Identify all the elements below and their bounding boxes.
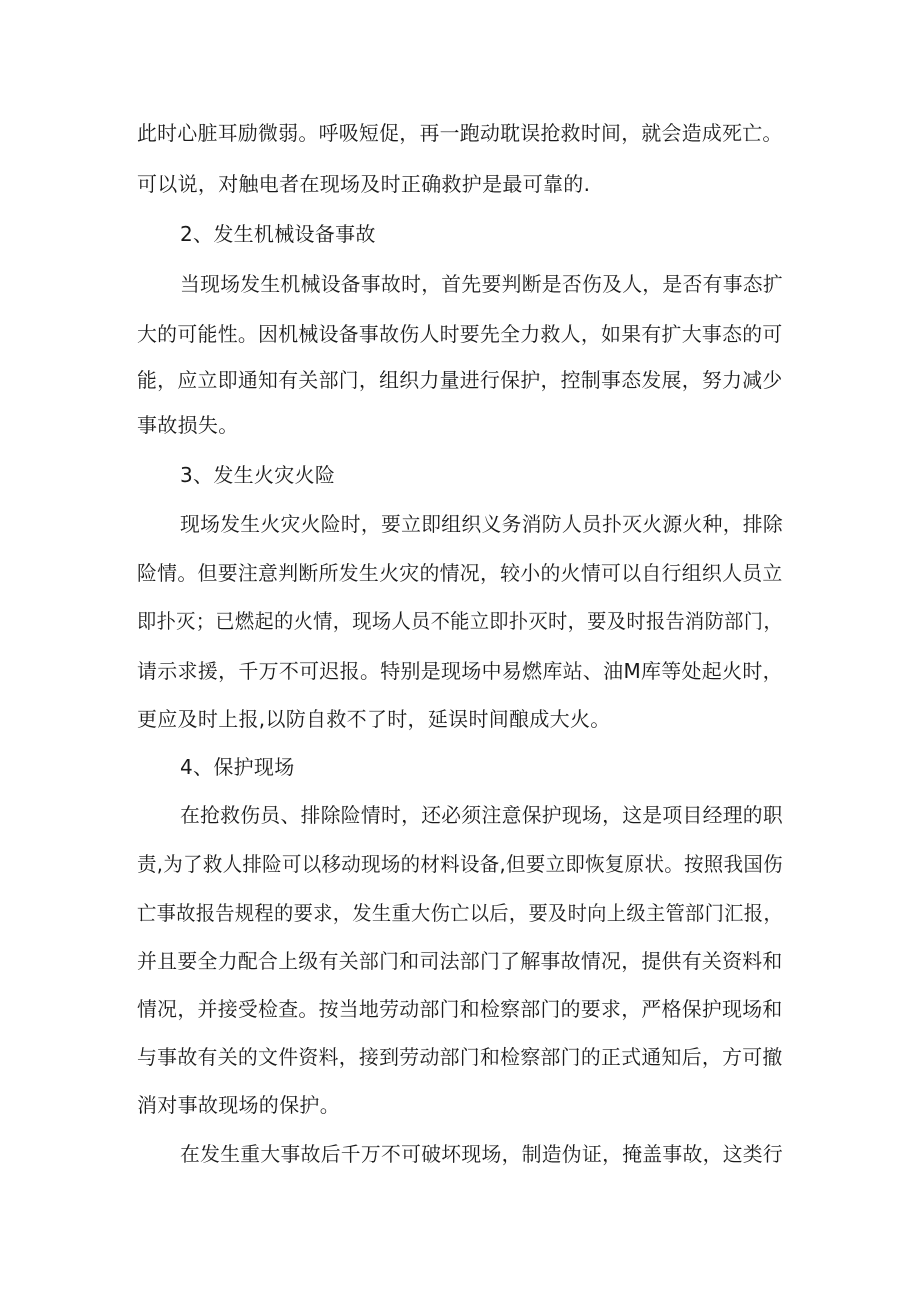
section-heading-2: 2、发生机械设备事故 xyxy=(180,222,376,246)
paragraph-line: 并且要全力配合上级有关部门和司法部门了解事故情况，提供有关资料和 xyxy=(137,949,783,973)
paragraph-line: 即扑灭；已燃起的火情，现场人员不能立即扑灭时，要及时报告消防部门， xyxy=(137,609,783,633)
paragraph-line: 在发生重大事故后千万不可破坏现场，制造伪证，掩盖事故，这类行 xyxy=(180,1142,783,1166)
paragraph-line: 现场发生火灾火险时，要立即组织义务消防人员扑灭火源火种，排除 xyxy=(180,512,783,536)
paragraph-line: 大的可能性。因机械设备事故伤人时要先全力救人，如果有扩大事态的可 xyxy=(137,322,783,346)
paragraph-line: 事故损失。 xyxy=(137,413,239,437)
paragraph-line: 在抢救伤员、排除险情时，还必须注意保护现场，这是项目经理的职 xyxy=(180,803,783,827)
paragraph-line: 可以说，对触电者在现场及时正确救护是最可靠的. xyxy=(137,172,591,196)
paragraph-line: 请示求援，千万不可迟报。特别是现场中易燃库站、油M库等处起火时， xyxy=(137,659,783,683)
paragraph-line: 责,为了救人排险可以移动现场的材料设备,但要立即恢复原状。按照我国伤 xyxy=(137,852,783,876)
paragraph-line: 亡事故报告规程的要求，发生重大伤亡以后，要及时向上级主管部门汇报， xyxy=(137,901,783,925)
paragraph-line: 此时心脏耳励微弱。呼吸短促，再一跑动耽误抢救时间，就会造成死亡。 xyxy=(137,121,783,145)
paragraph-line: 消对事故现场的保护。 xyxy=(137,1093,340,1117)
paragraph-line: 能，应立即通知有关部门，组织力量进行保护，控制事态发展，努力减少 xyxy=(137,368,783,392)
section-heading-4: 4、保护现场 xyxy=(180,755,295,779)
paragraph-line: 与事故有关的文件资料，接到劳动部门和检察部门的正式通知后，方可撤 xyxy=(137,1045,783,1069)
paragraph-line: 情况，并接受检查。按当地劳动部门和检察部门的要求，严格保护现场和 xyxy=(137,997,783,1021)
paragraph-line: 当现场发生机械设备事故时，首先要判断是否伤及人，是否有事态扩 xyxy=(180,272,783,296)
section-heading-3: 3、发生火灾火险 xyxy=(180,463,336,487)
paragraph-line: 险情。但要注意判断所发生火灾的情况，较小的火情可以自行组织人员立 xyxy=(137,561,783,585)
paragraph-line: 更应及时上报,以防自救不了时，延误时间酿成大火。 xyxy=(137,707,611,731)
